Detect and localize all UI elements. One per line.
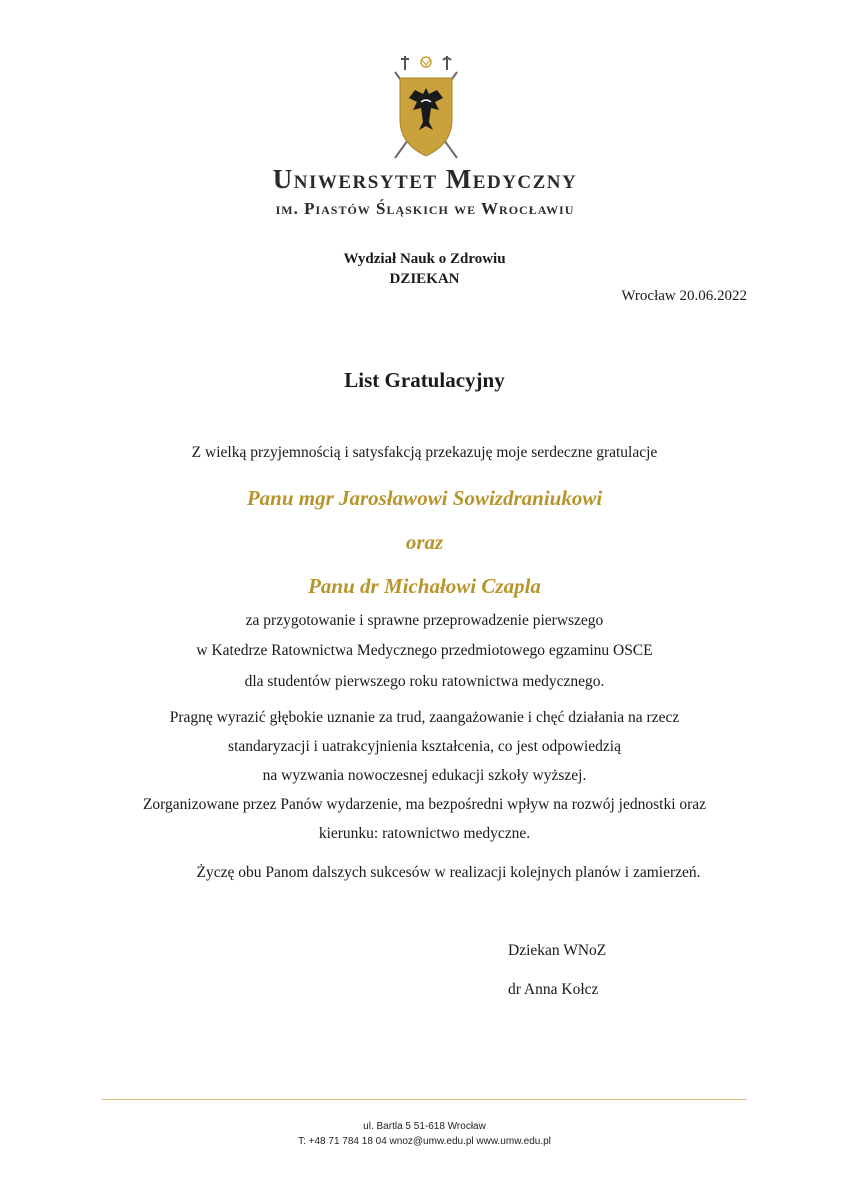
- intro-line: Z wielką przyjemnością i satysfakcją przekazuję moje serdeczne gratulacje: [191, 444, 658, 461]
- body-line: na wyzwania nowoczesnej edukacji szkoły wyższej.: [262, 767, 587, 784]
- recipient-2: Panu dr Michałowi Czapla: [308, 574, 541, 598]
- university-subtitle: im. Piastów Śląskich we Wrocławiu: [275, 199, 575, 218]
- dean-role: DZIEKAN: [389, 271, 460, 287]
- university-crest-icon: [391, 52, 461, 162]
- letter-date: Wrocław 20.06.2022: [621, 288, 747, 304]
- body-line: standaryzacji i uatrakcyjnienia kształcenia, co jest odpowiedzią: [228, 738, 621, 755]
- university-logo: [205, 52, 645, 248]
- signature-name: dr Anna Kołcz: [508, 981, 599, 998]
- footer-contact: T: +48 71 784 18 04 wnoz@umw.edu.pl www.umw.edu.pl: [298, 1136, 551, 1147]
- body-line: kierunku: ratownictwo medyczne.: [318, 825, 531, 842]
- university-name: Uniwersytet Medyczny: [272, 164, 578, 194]
- body-line: za przygotowanie i sprawne przeprowadzenie pierwszego: [245, 612, 604, 629]
- faculty-name: Wydział Nauk o Zdrowiu: [343, 251, 506, 267]
- body-line: Zorganizowane przez Panów wydarzenie, ma bezpośredni wpływ na rozwój jednostki oraz: [142, 796, 707, 813]
- letter-title: List Gratulacyjny: [344, 368, 505, 392]
- wishes-line: Życzę obu Panom dalszych sukcesów w realizacji kolejnych planów i zamierzeń.: [196, 864, 701, 881]
- body-line: w Katedrze Ratownictwa Medycznego przedmiotowego egzaminu OSCE: [196, 642, 653, 659]
- footer-address: ul. Bartla 5 51-618 Wrocław: [363, 1121, 486, 1132]
- recipient-1: Panu mgr Jarosławowi Sowizdraniukowi: [246, 486, 603, 510]
- body-line: dla studentów pierwszego roku ratownictwa medycznego.: [244, 673, 605, 690]
- signature-title: Dziekan WNoZ: [508, 942, 607, 959]
- body-line: Pragnę wyrazić głębokie uznanie za trud, zaangażowanie i chęć działania na rzecz: [169, 709, 680, 726]
- conjunction: oraz: [405, 530, 444, 554]
- footer-divider: [102, 1099, 747, 1100]
